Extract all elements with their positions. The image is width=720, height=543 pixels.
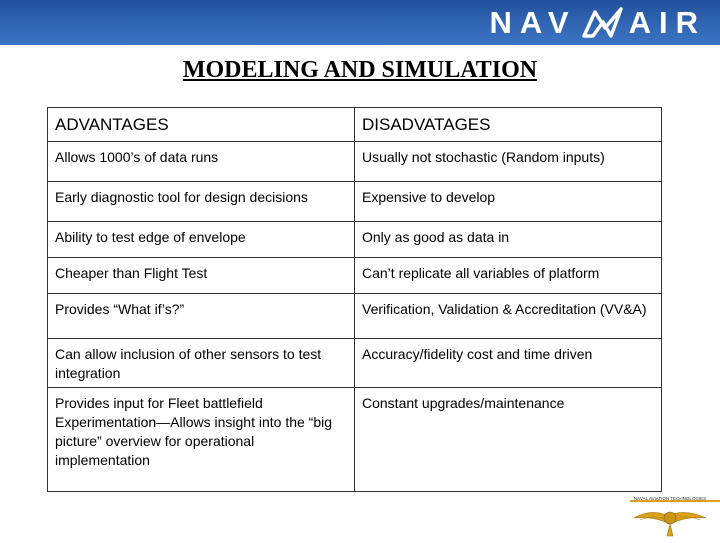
table-row (48, 258, 662, 294)
advantage-cell: Cheaper than Flight Test (48, 258, 355, 294)
advantage-cell: Ability to test edge of envelope (48, 222, 355, 258)
table-row (48, 294, 662, 339)
naval-aviation-seal (624, 494, 716, 538)
wings-swoosh-icon (581, 6, 625, 40)
disadvantage-cell: Constant upgrades/maintenance (355, 388, 662, 492)
header-disadvantages: DISADVATAGES (355, 108, 662, 142)
seal-text: NAVAL AVIATION TECHNOLOGIES (633, 496, 707, 501)
table-row (48, 222, 662, 258)
disadvantage-cell: Can’t replicate all variables of platform (355, 258, 662, 294)
disadvantage-cell: Verification, Validation & Accreditation (VV&A) (355, 294, 662, 339)
advantage-cell: Provides input for Fleet battlefield Experimentation—Allows insight into the “big picture” overview for operational implementation (48, 388, 355, 492)
navy-wings-emblem-icon (624, 494, 716, 538)
brand-left: NAV (489, 5, 577, 40)
table-header-row (48, 108, 662, 142)
navair-logo (489, 4, 706, 42)
table-row (48, 182, 662, 222)
disadvantage-cell: Expensive to develop (355, 182, 662, 222)
disadvantage-cell: Usually not stochastic (Random inputs) (355, 142, 662, 182)
table-row (48, 339, 662, 388)
page-title: MODELING AND SIMULATION (182, 57, 538, 83)
header-banner (0, 0, 720, 45)
table-row (48, 142, 662, 182)
advantage-cell: Can allow inclusion of other sensors to test integration (48, 339, 355, 388)
header-advantages: ADVANTAGES (48, 108, 355, 142)
advantage-cell: Provides “What if’s?” (48, 294, 355, 339)
advantage-cell: Allows 1000’s of data runs (48, 142, 355, 182)
brand-right: AIR (628, 5, 706, 40)
disadvantage-cell: Accuracy/fidelity cost and time driven (355, 339, 662, 388)
advantage-cell: Early diagnostic tool for design decisions (48, 182, 355, 222)
disadvantage-cell: Only as good as data in (355, 222, 662, 258)
table-row (48, 388, 662, 492)
advantages-table (47, 107, 662, 492)
